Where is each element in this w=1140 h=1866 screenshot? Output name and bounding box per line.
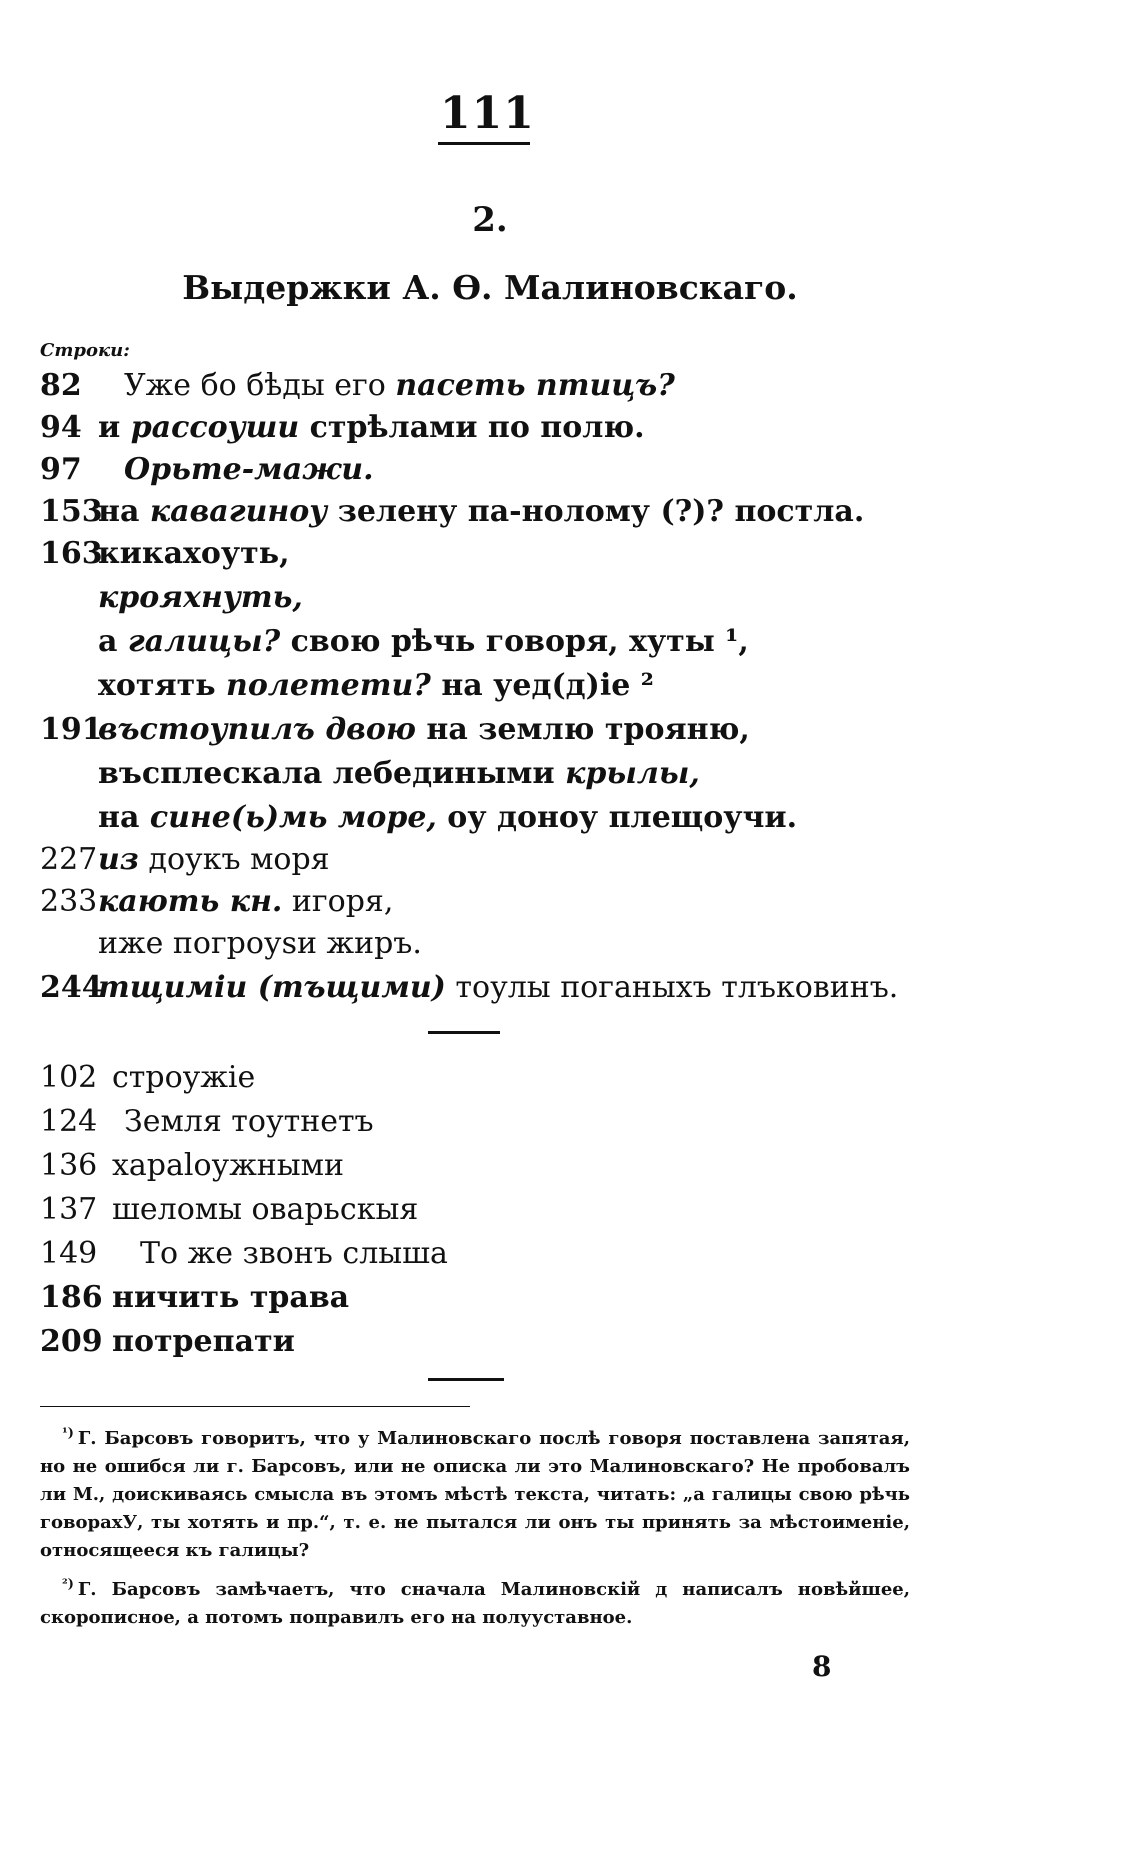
excerpt-line: из доукъ моря bbox=[98, 842, 330, 877]
signature-mark: 8 bbox=[812, 1650, 832, 1683]
page-number: 111 bbox=[440, 88, 535, 139]
line-number: 191 bbox=[40, 712, 103, 747]
excerpt-line: кикахоуть, bbox=[98, 536, 290, 571]
reading-line: шеломы оварьскыя bbox=[112, 1192, 419, 1227]
excerpt-line: Уже бо бѣды его пасеть птицъ? bbox=[124, 368, 675, 403]
line-number: 136 bbox=[40, 1148, 98, 1183]
line-number: 163 bbox=[40, 536, 103, 571]
excerpt-line: въстоупилъ двою на землю трояню, bbox=[98, 712, 750, 747]
line-number: 82 bbox=[40, 368, 82, 403]
excerpt-line: а галицы? свою рѣчь говоря, хуты ¹, bbox=[98, 624, 749, 659]
section-end-rule bbox=[428, 1378, 504, 1381]
excerpt-line: на сине(ь)мь море, оу доноу плещоучи. bbox=[98, 800, 798, 835]
reading-line: хараloужными bbox=[112, 1148, 345, 1183]
excerpt-line: на кавагиноу зелену па-нолому (?)? постла. bbox=[98, 494, 865, 529]
page-number-rule bbox=[438, 142, 530, 145]
line-number: 102 bbox=[40, 1060, 98, 1095]
line-number: 97 bbox=[40, 452, 82, 487]
section-title: Выдержки А. Ѳ. Малиновскаго. bbox=[182, 268, 798, 307]
line-number: 153 bbox=[40, 494, 103, 529]
section-divider bbox=[428, 1031, 500, 1034]
excerpt-line: тщиміи (тъщими) тоулы поганыхъ тлъковинъ. bbox=[98, 970, 899, 1005]
excerpt-line: хотять полетети? на уед(д)ie ² bbox=[98, 668, 654, 703]
reading-line: То же звонъ слыша bbox=[140, 1236, 448, 1271]
footnote-rule bbox=[40, 1406, 470, 1407]
line-number: 244 bbox=[40, 970, 103, 1005]
reading-line: потрепати bbox=[112, 1324, 295, 1359]
excerpt-line: кають кн. игоря, bbox=[98, 884, 394, 919]
reading-line: Земля тоутнетъ bbox=[124, 1104, 374, 1139]
excerpt-line: крояхнуть, bbox=[98, 580, 303, 615]
line-number: 227 bbox=[40, 842, 98, 877]
line-number: 233 bbox=[40, 884, 98, 919]
line-number: 149 bbox=[40, 1236, 98, 1271]
line-number: 209 bbox=[40, 1324, 103, 1359]
excerpt-line: Орьте-мажи. bbox=[124, 452, 374, 487]
line-number: 186 bbox=[40, 1280, 103, 1315]
line-number: 124 bbox=[40, 1104, 98, 1139]
footnote-1: $^{^1)}$ Г. Барсовъ говоритъ, что у Малиновскаго послѣ говоря поставлена запятая, но не ошибся ли г. Барсовъ, или не описка ли это Малиновскаго? Не пробовалъ ли М., доискиваясь смысла въ этомъ мѣстѣ текста, читать: „а галицы свою рѣчь говорахУ, ты хотять и пр.“, т. е. не пытался ли онъ ты принять за мѣстоименіе, относящееся къ галицы? bbox=[40, 1426, 910, 1561]
reading-line: строужіе bbox=[112, 1060, 256, 1095]
section-number: 2. bbox=[472, 200, 508, 240]
footnote-2: $^{^2)}$ Г. Барсовъ замѣчаетъ, что сначала Малиновскій д написалъ новѣйшее, скорописное, а потомъ поправилъ его на полууставное. bbox=[40, 1577, 910, 1628]
line-number: 137 bbox=[40, 1192, 98, 1227]
footnotes bbox=[40, 1420, 910, 1638]
excerpt-line: иже погроуѕи жиръ. bbox=[98, 926, 422, 961]
lines-label: Строки: bbox=[40, 340, 130, 361]
excerpt-line: и рассоуши стрѣлами по полю. bbox=[98, 410, 645, 445]
excerpt-line: въсплескала лебедиными крылы, bbox=[98, 756, 700, 791]
reading-line: ничить трава bbox=[112, 1280, 350, 1315]
line-number: 94 bbox=[40, 410, 82, 445]
